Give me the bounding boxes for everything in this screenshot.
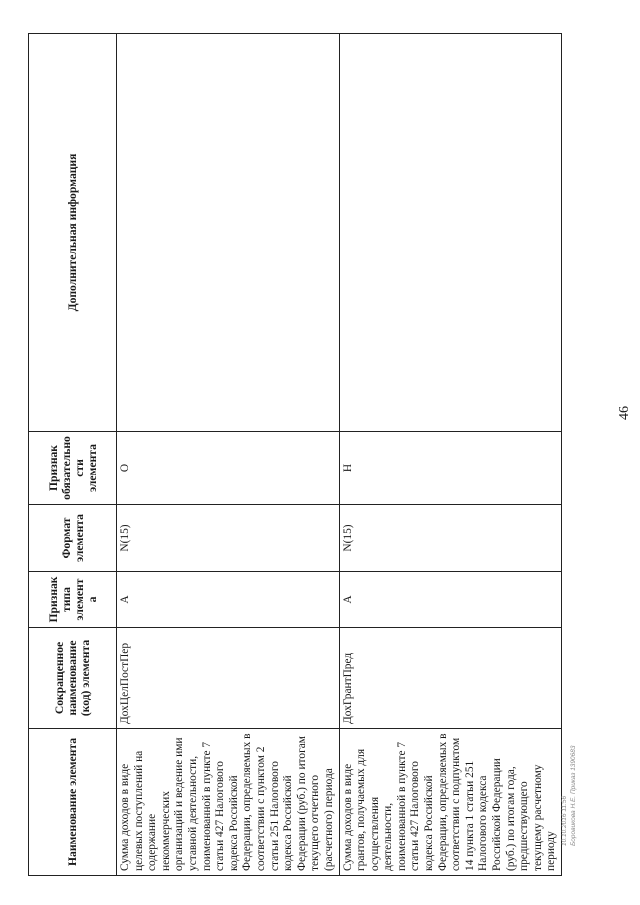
cell-element-name: Сумма доходов в виде грантов, получаемых для осуществления деятельности, поименованной в пункте 7 статьи 427 Налогового кодекса Российской Федерации, определяемых в соответствии с подпунктом 14 пункта 1 статьи 251 Налогового кодекса Российской Федерации (руб.) по итогам года, предшествующего текущему расчетному периоду xyxy=(339,729,562,876)
cell-element-code: ДохЦелПостПер xyxy=(117,628,340,729)
stamp-line-1: 10.10.2016 11:56 xyxy=(561,795,568,846)
table-row xyxy=(339,34,562,876)
cell-element-type: А xyxy=(117,572,340,628)
cell-element-format: N(15) xyxy=(117,505,340,572)
header-element-required: Признак обязательности элемента xyxy=(29,432,117,505)
registration-stamp xyxy=(560,706,588,846)
element-spec-table xyxy=(28,33,562,876)
header-element-format: Формат элемента xyxy=(29,505,117,572)
cell-additional-info xyxy=(339,34,562,432)
header-additional-info: Дополнительная информация xyxy=(29,34,117,432)
table-row xyxy=(117,34,340,876)
rotated-table-container xyxy=(28,34,604,876)
header-element-code: Сокращенное наименование (код) элемента xyxy=(29,628,117,729)
cell-element-format: N(15) xyxy=(339,505,562,572)
cell-element-required: О xyxy=(117,432,340,505)
cell-additional-info xyxy=(117,34,340,432)
header-element-name: Наименование элемента xyxy=(29,729,117,876)
cell-element-code: ДохГрантПред xyxy=(339,628,562,729)
page-number: 46 xyxy=(617,406,632,420)
cell-element-required: Н xyxy=(339,432,562,505)
stamp-line-2: Боровикова Н.Е. Приказ 1390683 xyxy=(570,745,577,846)
cell-element-type: А xyxy=(339,572,562,628)
cell-element-name: Сумма доходов в виде целевых поступлений на содержание некоммерческих организаций и ведение ими уставной деятельности, поименованной в пункте 7 статьи 427 Налогового кодекса Российской Федерации, определяемых в соответствии с пунктом 2 статьи 251 Налогового кодекса Российской Федерации (руб.) по итогам текущего отчетного (расчетного) периода xyxy=(117,729,340,876)
table-header-row xyxy=(29,34,117,876)
header-element-type: Признак типа элемента xyxy=(29,572,117,628)
